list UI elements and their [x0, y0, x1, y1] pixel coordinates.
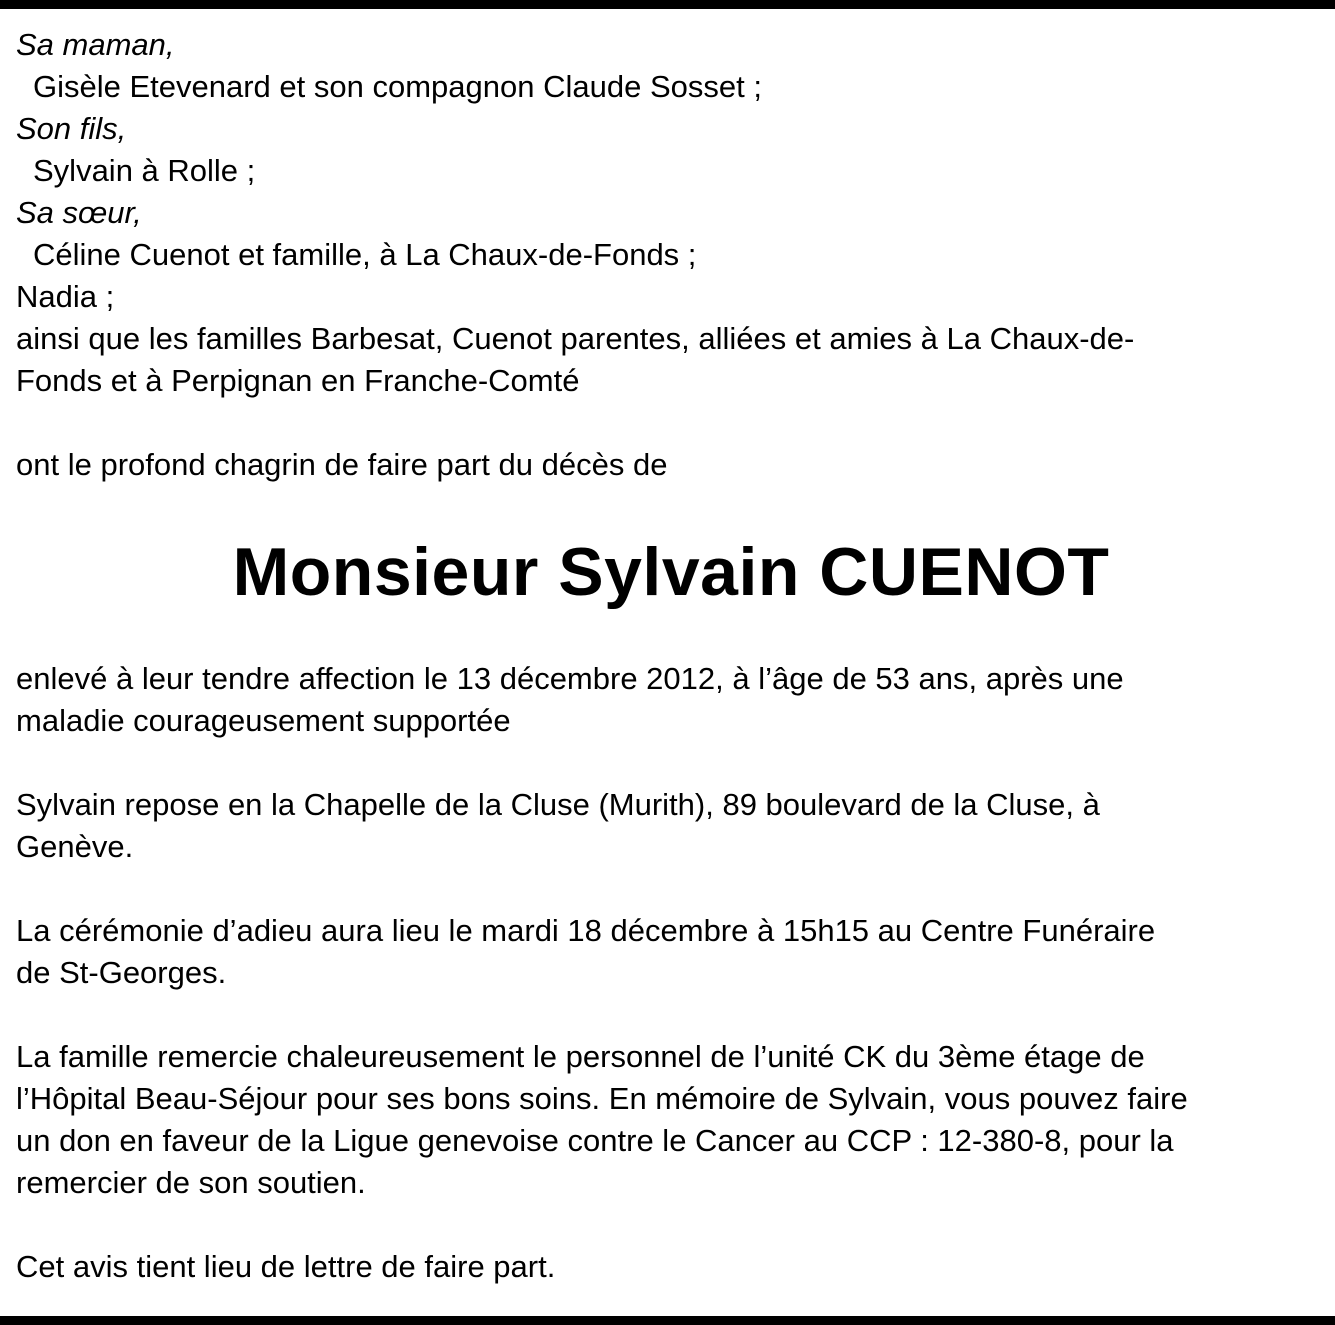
relation-mother-label: Sa maman,: [16, 27, 175, 62]
repose-line-1: Sylvain repose en la Chapelle de la Cluse (Murith), 89 boulevard de la Cluse, à: [16, 787, 1100, 822]
announcement-line: ont le profond chagrin de faire part du décès de: [16, 447, 668, 482]
top-border-rule: [0, 0, 1335, 9]
relation-sister-label: Sa sœur,: [16, 195, 142, 230]
other-mourner-line: Nadia ;: [16, 279, 115, 314]
spacer: [16, 868, 1326, 910]
deceased-name-heading: Monsieur Sylvain CUENOT: [232, 534, 1110, 610]
relation-son-names: Sylvain à Rolle ;: [33, 153, 256, 188]
ceremony-line-2: de St-Georges.: [16, 955, 227, 990]
obituary-notice: [16, 24, 1326, 1288]
thanks-line-2: l’Hôpital Beau-Séjour pour ses bons soins. En mémoire de Sylvain, vous pouvez faire: [16, 1081, 1188, 1116]
families-line-1: ainsi que les familles Barbesat, Cuenot parentes, alliées et amies à La Chaux-de-: [16, 321, 1135, 356]
thanks-line-1: La famille remercie chaleureusement le personnel de l’unité CK du 3ème étage de: [16, 1039, 1145, 1074]
relation-son-label: Son fils,: [16, 111, 127, 146]
closing-line: Cet avis tient lieu de lettre de faire part.: [16, 1249, 556, 1284]
bottom-border-rule: [0, 1316, 1335, 1325]
families-line-2: Fonds et à Perpignan en Franche-Comté: [16, 363, 580, 398]
ceremony-line-1: La cérémonie d’adieu aura lieu le mardi 18 décembre à 15h15 au Centre Funéraire: [16, 913, 1156, 948]
thanks-line-3: un don en faveur de la Ligue genevoise contre le Cancer au CCP : 12-380-8, pour la: [16, 1123, 1174, 1158]
repose-line-2: Genève.: [16, 829, 134, 864]
thanks-line-4: remercier de son soutien.: [16, 1165, 366, 1200]
spacer: [16, 1204, 1326, 1246]
spacer: [16, 402, 1326, 444]
death-details-line-1: enlevé à leur tendre affection le 13 décembre 2012, à l’âge de 53 ans, après une: [16, 661, 1124, 696]
relation-mother-names: Gisèle Etevenard et son compagnon Claude Sosset ;: [33, 69, 762, 104]
death-details-line-2: maladie courageusement supportée: [16, 703, 511, 738]
spacer: [16, 994, 1326, 1036]
relation-sister-names: Céline Cuenot et famille, à La Chaux-de-Fonds ;: [33, 237, 697, 272]
spacer: [16, 742, 1326, 784]
